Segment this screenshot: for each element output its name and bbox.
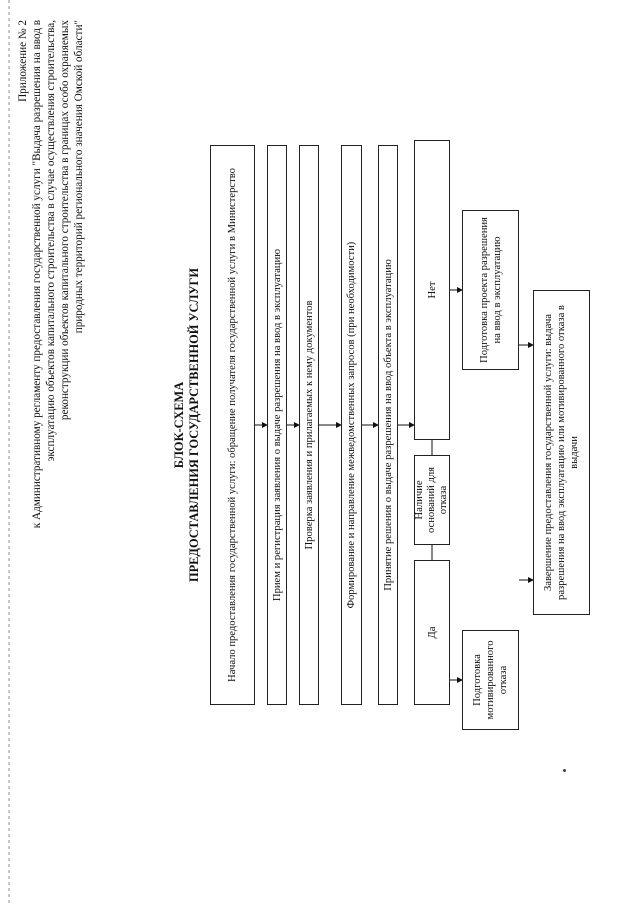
step-start: Начало предоставления государственной услуги: обращение получателя государственной услуги в Министерство bbox=[210, 145, 255, 705]
step-decision: Принятие решения о выдаче разрешения на ввод объекта в эксплуатацию bbox=[378, 145, 398, 705]
appendix-number: Приложение № 2 bbox=[17, 20, 29, 102]
step-permit-prepare: Подготовка проекта разрешения на ввод в эксплуатацию bbox=[462, 210, 519, 370]
header-line-2: эксплуатацию объектов капитального строительства в случае осуществления строительства, bbox=[45, 20, 57, 462]
step-finish: Завершение предоставления государственной услуги: выдача разрешения на ввод эксплуатацию или мотивированного отказа в выдачи bbox=[533, 290, 590, 615]
step-refusal-prepare: Подготовка мотивированного отказа bbox=[462, 630, 519, 730]
step-register: Прием и регистрация заявления о выдаче разрешения на ввод в эксплуатацию bbox=[267, 145, 287, 705]
page-mark bbox=[563, 769, 566, 772]
title-line-2: ПРЕДОСТАВЛЕНИЯ ГОСУДАРСТВЕННОЙ УСЛУГИ bbox=[187, 267, 201, 583]
header-line-4: природных территорий регионального значения Омской области" bbox=[73, 20, 85, 334]
decision-yes: Да bbox=[414, 560, 450, 705]
step-check: Проверка заявления и прилагаемых к нему документов bbox=[299, 145, 319, 705]
title-line-1: БЛОК-СХЕМА bbox=[172, 381, 186, 469]
step-requests: Формирование и направление межведомственных запросов (при необходимости) bbox=[341, 145, 362, 705]
decision-refusal-grounds: Наличие оснований для отказа bbox=[414, 455, 450, 545]
decision-no: Нет bbox=[414, 140, 450, 440]
header-line-3: реконструкции объектов капитального строительства в границах особо охраняемых bbox=[59, 20, 71, 421]
header-line-1: к Административному регламенту предоставления государственной услуги "Выдача разрешения на ввод в bbox=[31, 20, 43, 529]
